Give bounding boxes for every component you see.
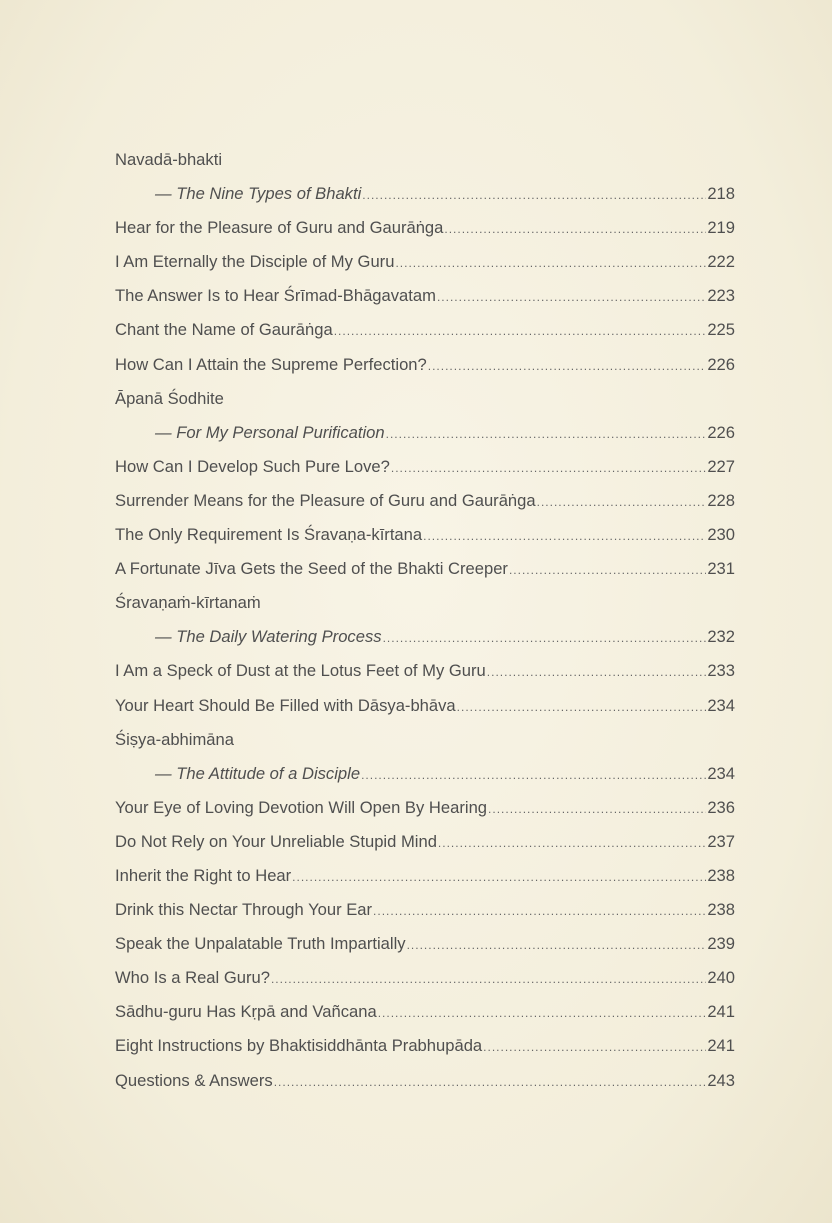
toc-entry-title: Drink this Nectar Through Your Ear [115, 900, 373, 920]
toc-entry-title: — The Nine Types of Bhakti [155, 184, 362, 204]
toc-entry-title: I Am Eternally the Disciple of My Guru [115, 252, 395, 272]
toc-entry [115, 320, 735, 354]
toc-entry-title: I Am a Speck of Dust at the Lotus Feet of My Guru [115, 661, 486, 681]
toc-entry-title: Chant the Name of Gaurāṅga [115, 320, 333, 340]
toc-page-number: 234 [707, 763, 735, 783]
toc-entry [115, 661, 735, 695]
dot-leader [395, 256, 706, 270]
toc-entry-title: Navadā-bhakti [115, 150, 223, 169]
toc-page-number: 239 [707, 934, 735, 954]
dot-leader [487, 665, 707, 679]
toc-page-number: 236 [707, 797, 735, 817]
toc-page-number: 222 [707, 252, 735, 272]
toc-entry-title: How Can I Develop Such Pure Love? [115, 456, 390, 476]
dot-leader [537, 495, 707, 509]
toc-entry-title: Śiṣya-abhimāna [115, 729, 234, 749]
dot-leader [407, 938, 707, 952]
toc-section-heading [115, 730, 735, 764]
dot-leader [271, 972, 706, 986]
toc-entry [115, 1002, 735, 1036]
toc-page-number: 238 [707, 900, 735, 920]
toc-entry [115, 491, 735, 525]
toc-page-number: 232 [707, 627, 735, 647]
toc-entry-title: Speak the Unpalatable Truth Impartially [115, 934, 406, 954]
toc-entry [115, 218, 735, 252]
dot-leader [437, 290, 706, 304]
dot-leader [483, 1040, 706, 1054]
toc-entry [115, 252, 735, 286]
toc-page-number: 225 [707, 320, 735, 340]
toc-entry [115, 423, 735, 457]
toc-entry [115, 457, 735, 491]
toc-page-number: 231 [707, 559, 735, 579]
dot-leader [428, 359, 707, 373]
dot-leader [292, 870, 706, 884]
toc-entry-title: Questions & Answers [115, 1070, 273, 1090]
dot-leader [457, 700, 707, 714]
dot-leader [274, 1075, 707, 1089]
toc-entry-title: The Only Requirement Is Śravaṇa-kīrtana [115, 525, 423, 545]
toc-entry [115, 764, 735, 798]
dot-leader [373, 904, 706, 918]
toc-page-number: 237 [707, 831, 735, 851]
toc-entry [115, 968, 735, 1002]
toc-page-number: 226 [707, 422, 735, 442]
toc-entry [115, 934, 735, 968]
toc-entry-title: Eight Instructions by Bhaktisiddhānta Prabhupāda [115, 1036, 483, 1056]
toc-entry-title: Your Eye of Loving Devotion Will Open By Hearing [115, 797, 488, 817]
toc-entry-title: Inherit the Right to Hear [115, 865, 292, 885]
dot-leader [509, 563, 706, 577]
toc-page-number: 238 [707, 865, 735, 885]
dot-leader [488, 802, 706, 816]
table-of-contents [115, 150, 735, 1105]
toc-entry-title: Hear for the Pleasure of Guru and Gaurāṅga [115, 218, 444, 238]
toc-entry [115, 1036, 735, 1070]
toc-page-number: 223 [707, 286, 735, 306]
toc-entry [115, 900, 735, 934]
dot-leader [361, 768, 706, 782]
toc-page-number: 243 [707, 1070, 735, 1090]
toc-entry [115, 355, 735, 389]
dot-leader [391, 461, 706, 475]
toc-entry [115, 798, 735, 832]
toc-page-number: 219 [707, 218, 735, 238]
toc-page-number: 230 [707, 525, 735, 545]
toc-page-number: 234 [707, 695, 735, 715]
toc-entry-title: Who Is a Real Guru? [115, 968, 270, 988]
toc-entry-title: How Can I Attain the Supreme Perfection? [115, 354, 427, 374]
toc-page-number: 226 [707, 354, 735, 374]
toc-page-number: 227 [707, 456, 735, 476]
toc-section-heading [115, 593, 735, 627]
toc-page-number: 240 [707, 968, 735, 988]
toc-entry-title: Sādhu-guru Has Kṛpā and Vañcana [115, 1002, 377, 1022]
toc-entry-title: — For My Personal Purification [155, 422, 385, 442]
dot-leader [383, 631, 707, 645]
toc-entry-title: Āpanā Śodhite [115, 388, 224, 408]
toc-entry [115, 866, 735, 900]
toc-entry [115, 832, 735, 866]
dot-leader [386, 427, 707, 441]
dot-leader [378, 1006, 707, 1020]
dot-leader [438, 836, 706, 850]
toc-entry [115, 627, 735, 661]
toc-page-number: 233 [707, 661, 735, 681]
toc-entry-title: Śravaṇaṁ-kīrtanaṁ [115, 593, 261, 613]
toc-entry-title: Surrender Means for the Pleasure of Guru and Gaurāṅga [115, 490, 536, 510]
toc-page-number: 228 [707, 490, 735, 510]
toc-entry-title: The Answer Is to Hear Śrīmad-Bhāgavatam [115, 286, 436, 306]
toc-entry-title: — The Daily Watering Process [155, 627, 382, 647]
toc-section-heading [115, 150, 735, 184]
dot-leader [334, 324, 707, 338]
toc-page-number: 241 [707, 1002, 735, 1022]
dot-leader [362, 188, 706, 202]
toc-entry [115, 525, 735, 559]
toc-entry [115, 184, 735, 218]
toc-page-number: 218 [707, 184, 735, 204]
toc-entry [115, 1071, 735, 1105]
dot-leader [423, 529, 706, 543]
dot-leader [444, 222, 706, 236]
toc-entry [115, 286, 735, 320]
toc-entry [115, 696, 735, 730]
toc-entry-title: A Fortunate Jīva Gets the Seed of the Bhakti Creeper [115, 559, 508, 579]
toc-section-heading [115, 389, 735, 423]
toc-entry-title: Your Heart Should Be Filled with Dāsya-bhāva [115, 695, 456, 715]
toc-entry [115, 559, 735, 593]
toc-entry-title: Do Not Rely on Your Unreliable Stupid Mind [115, 831, 437, 851]
toc-entry-title: — The Attitude of a Disciple [155, 763, 361, 783]
toc-page-number: 241 [707, 1036, 735, 1056]
